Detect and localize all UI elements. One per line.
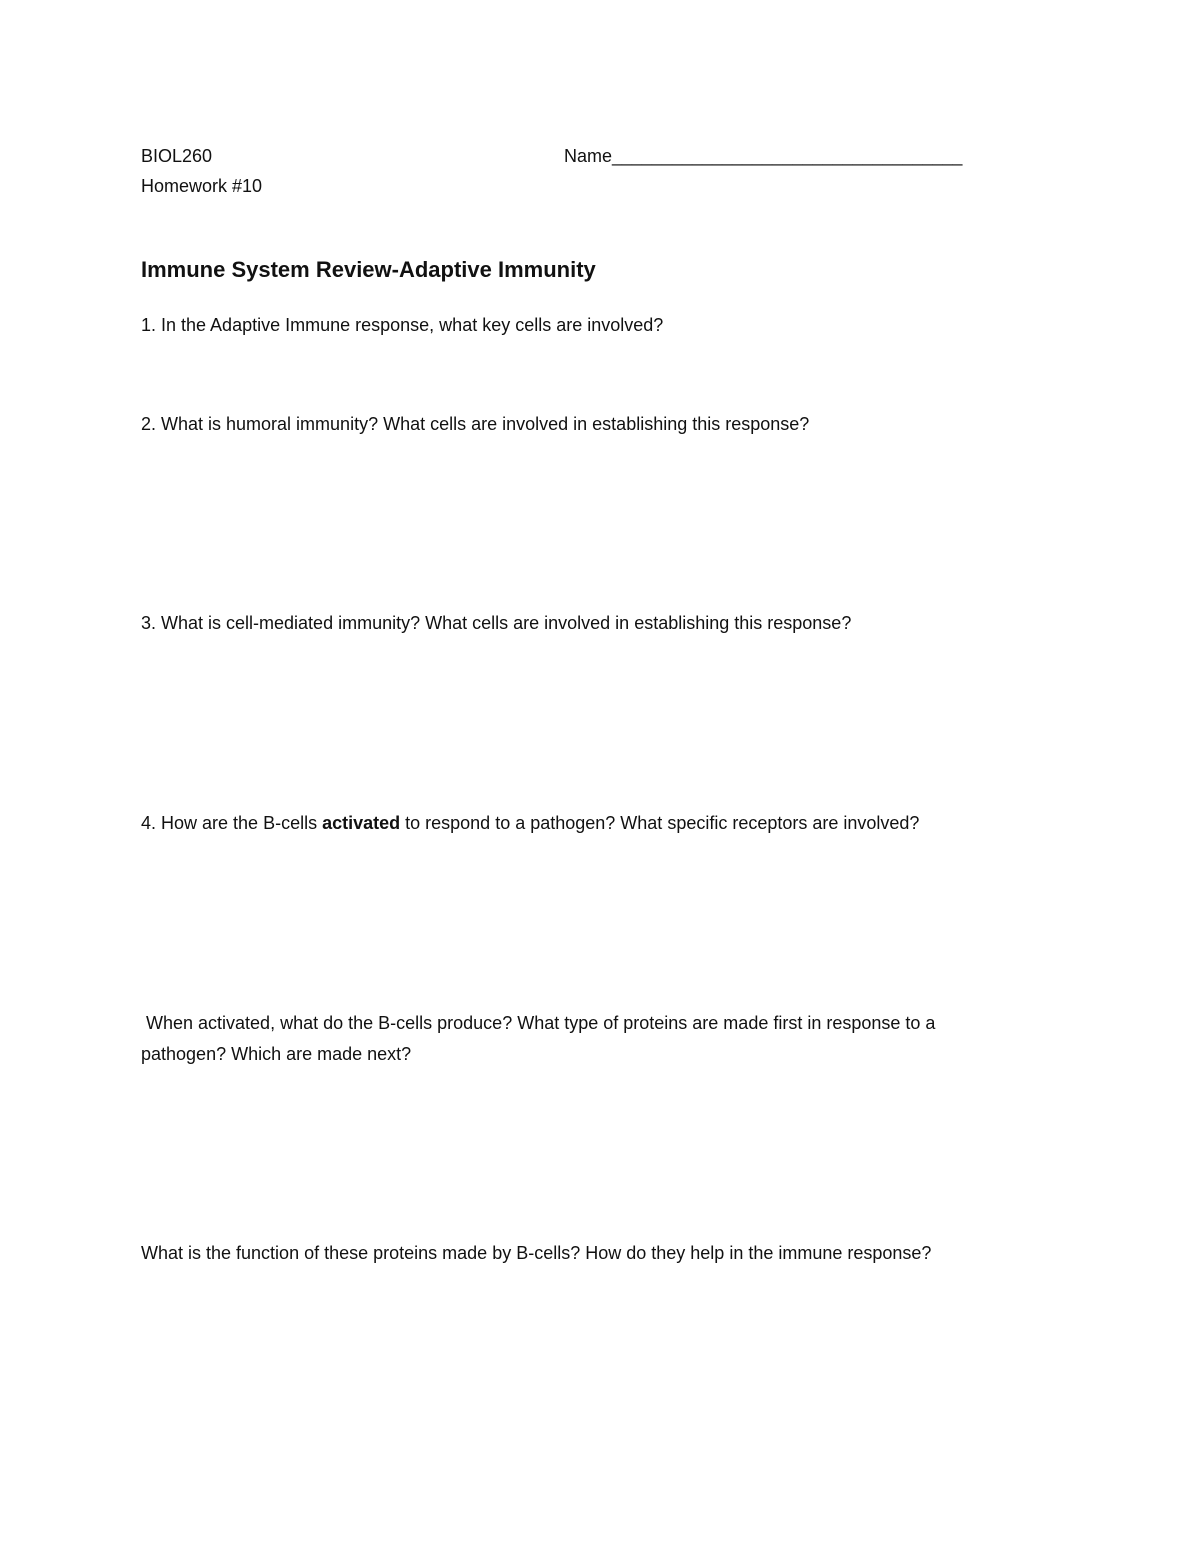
page-title: Immune System Review-Adaptive Immunity — [141, 257, 596, 282]
name-field-label: Name___________________________________ — [564, 146, 963, 166]
course-code: BIOL260 — [141, 146, 213, 166]
question-3: 3. What is cell-mediated immunity? What cells are involved in establishing this response? — [141, 613, 852, 633]
question-4-start: 4. How are the B-cells — [141, 813, 323, 833]
question-4 — [141, 811, 919, 835]
question-4-end: to respond to a pathogen? What specific receptors are involved? — [400, 813, 920, 833]
assignment-label: Homework #10 — [141, 176, 263, 196]
question-1: 1. In the Adaptive Immune response, what key cells are involved? — [141, 315, 664, 335]
question-2: 2. What is humoral immunity? What cells are involved in establishing this response? — [141, 414, 810, 434]
question-5-line-1: When activated, what do the B-cells produce? What type of proteins are made first in response to a — [141, 1013, 936, 1033]
question-5-line-2: pathogen? Which are made next? — [141, 1044, 412, 1064]
question-6: What is the function of these proteins made by B-cells? How do they help in the immune response? — [141, 1243, 932, 1263]
question-4-emphasis: activated — [322, 813, 401, 833]
